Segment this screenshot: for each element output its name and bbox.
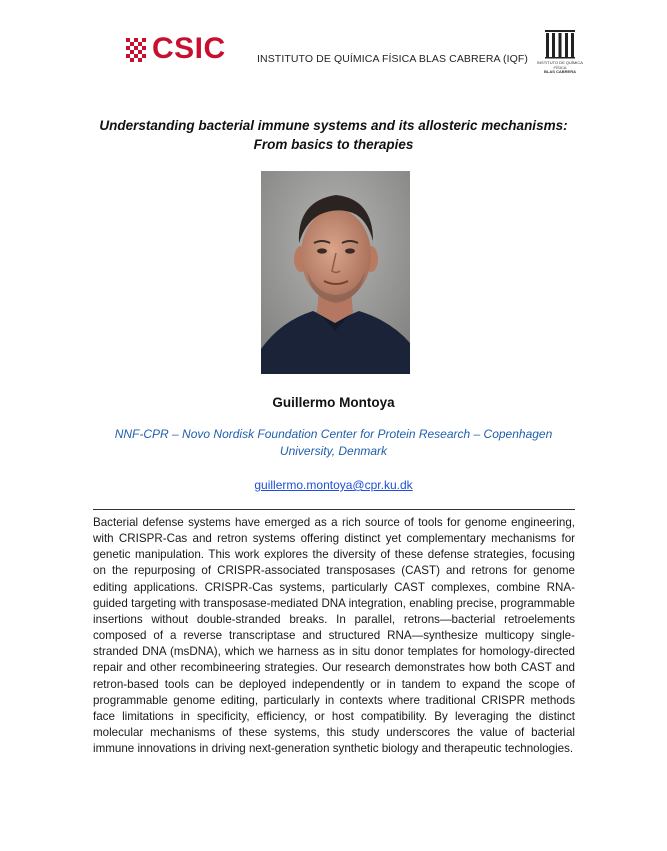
- speaker-affiliation: [110, 426, 557, 460]
- csic-emblem-icon: [124, 36, 148, 64]
- iqf-logo-caption: [534, 61, 586, 75]
- header: [0, 0, 667, 80]
- speaker-email-link[interactable]: guillermo.montoya@cpr.ku.dk: [254, 478, 413, 492]
- portrait-image: [261, 171, 410, 374]
- iqf-caption-line2: BLAS CABRERA: [544, 69, 576, 74]
- divider: [93, 509, 575, 510]
- affiliation-line-1: NNF-CPR – Novo Nordisk Foundation Center for Protein Research – Copenhagen: [114, 427, 553, 441]
- talk-title: [60, 116, 607, 154]
- abstract-text: Bacterial defense systems have emerged as a rich source of tools for genome engineering, with CRISPR-Cas and retron systems offering distinct yet complementary mechanisms for genetic manipulation. This work explores the diversity of these defense strategies, focusing on the repurposing of CRISPR-associated transposases (CAST) and retrons for genome editing applications. CRISPR-Cas systems, particularly CAST complexes, combine RNA-guided targeting with transposase-mediated DNA integration, enabling precise, programmable insertions without double-stranded breaks. In parallel, retrons—bacterial retroelements composed of a reverse transcriptase and structured RNA—synthesize multicopy single-stranded DNA (msDNA), which we harness as in situ donor templates for homology-directed repair and other recombineering strategies. Our research demonstrates how both CAST and retron-based tools can be deployed independently or in tandem to expand the scope of programmable genome editing, particularly in contexts where traditional CRISPR methods face limitations in specificity, efficiency, or host compatibility. By leveraging the distinct molecular mechanisms of these systems, this study underscores the value of bacterial immune innovations in driving next-generation synthetic biology and therapeutic technologies.: [93, 516, 575, 756]
- title-line-2: From basics to therapies: [253, 137, 414, 152]
- title-line-1: Understanding bacterial immune systems and its allosteric mechanisms:: [99, 118, 568, 133]
- affiliation-line-2: University, Denmark: [279, 444, 388, 458]
- iqf-caption-line1: INSTITUTO DE QUÍMICA FÍSICA: [537, 60, 583, 70]
- csic-logo-text: CSIC: [152, 32, 226, 65]
- institute-name: INSTITUTO DE QUÍMICA FÍSICA BLAS CABRERA (IQF): [257, 53, 529, 65]
- speaker-name: Guillermo Montoya: [272, 395, 395, 410]
- speaker-portrait: [261, 171, 410, 374]
